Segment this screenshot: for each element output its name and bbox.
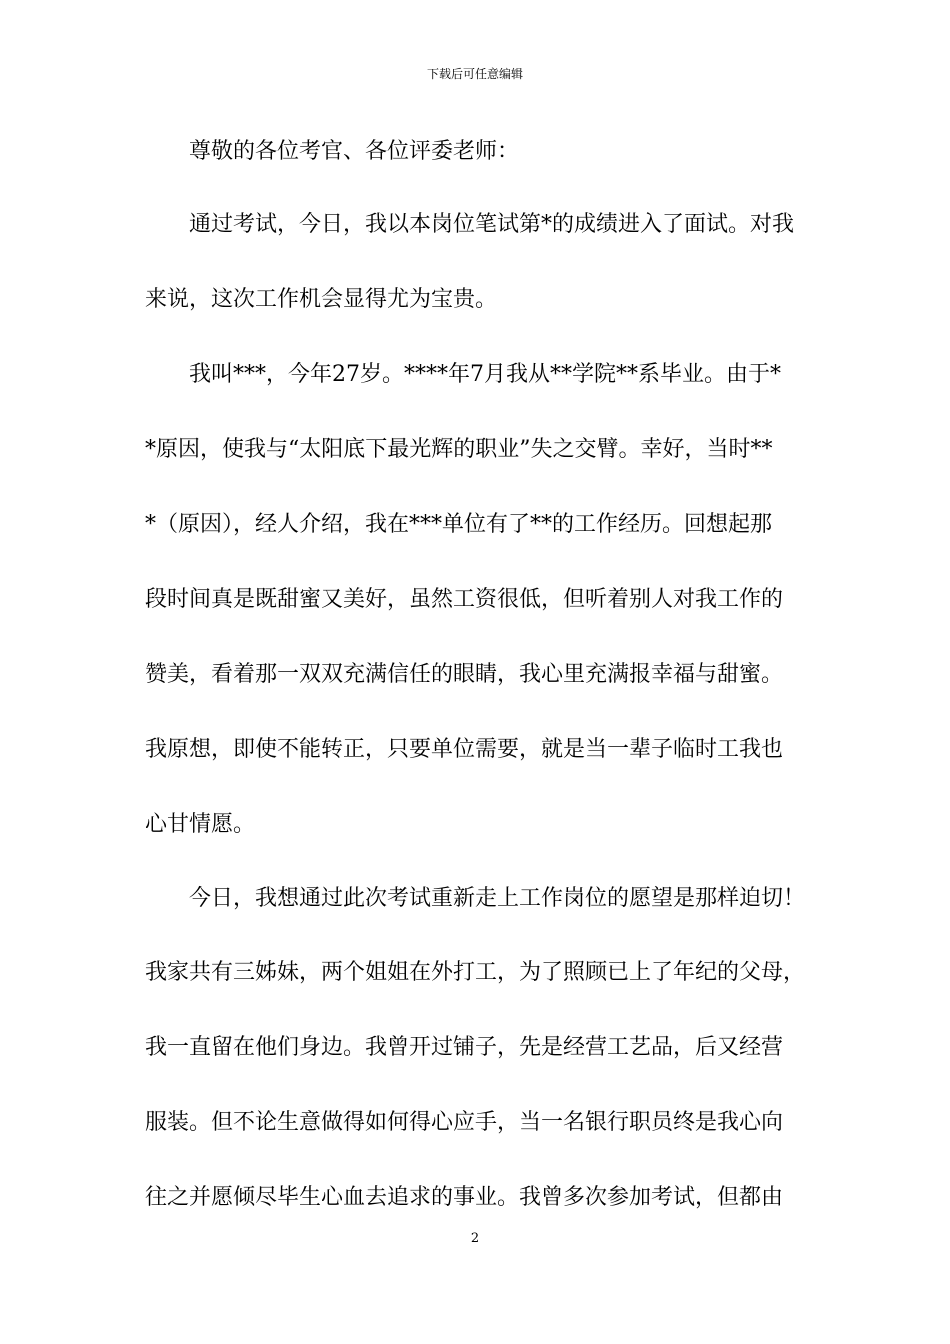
- text-line: 服装。但不论生意做得如何得心应手，当一名银行职员终是我心向: [145, 1110, 784, 1135]
- text-line: 尊敬的各位考官、各位评委老师：: [189, 139, 520, 164]
- text-line: 我叫***，今年27岁。****年7月我从**学院**系毕业。由于*: [189, 362, 781, 387]
- text-line: 段时间真是既甜蜜又美好，虽然工资很低，但听着别人对我工作的: [145, 587, 784, 612]
- text-line: 我家共有三姊妹，两个姐姐在外打工，为了照顾已上了年纪的父母，: [145, 960, 806, 985]
- text-line: 今日，我想通过此次考试重新走上工作岗位的愿望是那样迫切！: [189, 886, 806, 911]
- text-line: 心甘情愿。: [145, 812, 256, 837]
- text-line: *（原因），经人介绍，我在***单位有了**的工作经历。回想起那: [145, 512, 773, 537]
- page-number: 2: [470, 1231, 480, 1246]
- text-line: 我原想，即使不能转正，只要单位需要，就是当一辈子临时工我也: [145, 737, 784, 762]
- text-line: 我一直留在他们身边。我曾开过铺子，先是经营工艺品，后又经营: [145, 1035, 784, 1060]
- text-line: 往之并愿倾尽毕生心血去追求的事业。我曾多次参加考试，但都由: [145, 1185, 784, 1210]
- text-line: 来说，这次工作机会显得尤为宝贵。: [145, 287, 498, 312]
- text-line: 赞美，看着那一双双充满信任的眼睛，我心里充满报幸福与甜蜜。: [145, 662, 784, 687]
- header-note: 下载后可任意编辑: [426, 67, 523, 81]
- text-line: *原因，使我与“太阳底下最光辉的职业”失之交臂。幸好，当时**: [145, 437, 773, 462]
- text-line: 通过考试，今日，我以本岗位笔试第*的成绩进入了面试。对我: [189, 212, 795, 237]
